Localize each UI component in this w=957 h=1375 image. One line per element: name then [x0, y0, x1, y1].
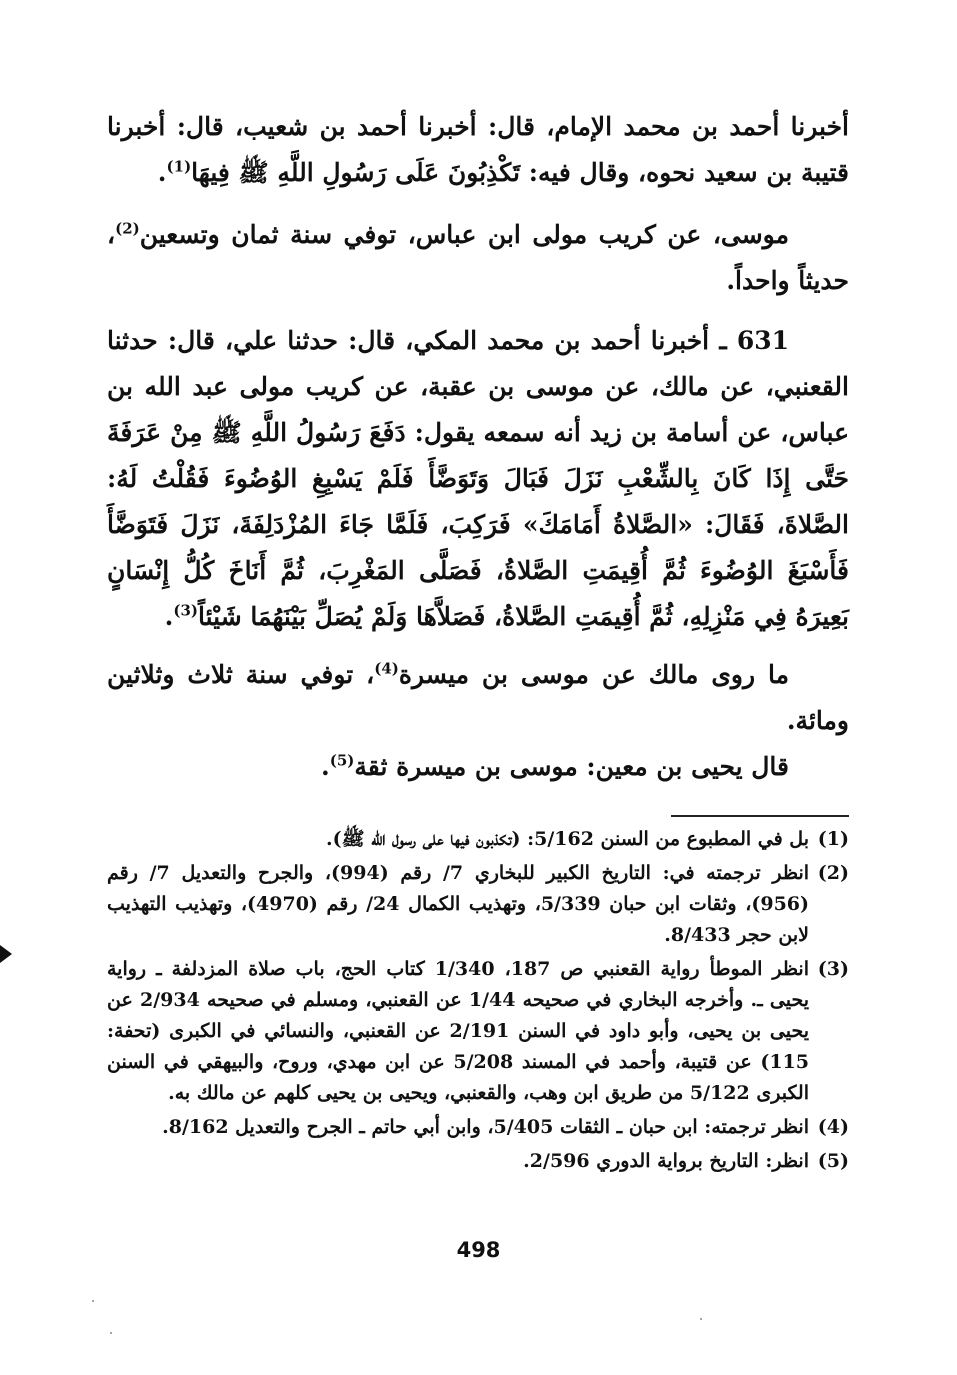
paragraph-4-text: ما روى مالك عن موسى بن ميسرة [398, 660, 789, 689]
scan-speck [700, 1318, 702, 1320]
footnote-3 [107, 954, 849, 1109]
footnote-text: انظر: التاريخ برواية الدوري 2/596. [523, 1150, 809, 1172]
hadith-number: 631 ـ [719, 326, 790, 355]
footnote-4 [107, 1112, 849, 1143]
footnote-ref-4: (4) [374, 659, 399, 678]
paragraph-5-text: قال يحيى بن معين: موسى بن ميسرة ثقة [354, 752, 789, 781]
footnote-text: انظر ترجمته: ابن حبان ـ الثقات 5/405، وابن أبي حاتم ـ الجرح والتعديل 8/162. [162, 1116, 809, 1138]
paragraph-4-end: ، توفي سنة ثلاث وثلاثين ومائة. [107, 660, 849, 735]
paragraph-2-end: ، حديثاً واحداً. [107, 220, 849, 295]
footnote-5 [107, 1146, 849, 1177]
footnote-1 [107, 824, 849, 855]
margin-mark [0, 945, 12, 963]
page-number: 498 [456, 1238, 501, 1262]
paragraph-1 [107, 104, 849, 196]
paragraph-1-text: أخبرنا أحمد بن محمد الإمام، قال: أخبرنا أحمد بن شعيب، قال: أخبرنا قتيبة بن سعيد نحوه، وقال فيه: تَكْذِبُونَ عَلَى رَسُولِ اللَّهِ ﷺ فِيهَا [107, 112, 849, 187]
footnote-ref-1: (1) [166, 157, 192, 176]
footnote-text: بل في المطبوع من السنن 5/162: (تكذبون فيها على رسول الله ﷺ). [326, 828, 809, 850]
paragraph-5 [107, 744, 849, 790]
footnote-divider [671, 815, 849, 817]
footnote-ref-2: (2) [115, 219, 140, 238]
paragraph-1-end: . [157, 158, 167, 187]
footnotes [107, 824, 849, 1180]
footnote-number: (5) [817, 1150, 849, 1172]
scan-speck [92, 1300, 94, 1302]
footnote-ref-3: (3) [173, 601, 198, 620]
hadith-631-end: . [164, 602, 174, 631]
footnote-text: انظر ترجمته في: التاريخ الكبير للبخاري 7/ رقم (994)، والجرح والتعديل 7/ رقم (956)، وثقات ابن حبان 5/339، وتهذيب الكمال 24/ رقم (4970)، وتهذيب التهذيب لابن حجر 8/433. [107, 862, 810, 946]
footnote-number: (3) [817, 958, 849, 980]
hadith-631 [107, 318, 849, 640]
hadith-631-text: أخبرنا أحمد بن محمد المكي، قال: حدثنا علي، قال: حدثنا القعنبي، عن مالك، عن موسى بن عقبة، عن كريب مولى عبد الله بن عباس، عن أسامة بن زيد أنه سمعه يقول: دَفَعَ رَسُولُ اللَّهِ ﷺ مِنْ عَرَفَةَ حَتَّى إِذَا كَانَ بِالشِّعْبِ نَزَلَ فَبَالَ وَتَوَضَّأَ فَلَمْ يَسْبِغِ الوُضُوءَ فَقُلْتُ لَهُ: الصَّلاةَ، فَقَالَ: «الصَّلاةُ أَمَامَكَ» فَرَكِبَ، فَلَمَّا جَاءَ المُزْدَلِفَةَ، نَزَلَ فَتَوَضَّأَ فَأَسْبَغَ الوُضُوءَ ثُمَّ أُقِيمَتِ الصَّلاةُ، فَصَلَّى المَغْرِبَ، ثُمَّ أَنَاخَ كُلُّ إِنْسَانٍ بَعِيرَهُ فِي مَنْزِلِهِ، ثُمَّ أُقِيمَتِ الصَّلاةُ، فَصَلاَّهَا وَلَمْ يُصَلِّ بَيْنَهُمَا شَيْئاً [107, 326, 849, 631]
footnote-number: (2) [817, 862, 849, 884]
footnote-ref-5: (5) [329, 751, 355, 770]
footnote-text: انظر الموطأ رواية القعنبي ص 187، 1/340 كتاب الحج، باب صلاة المزدلفة ـ رواية يحيى ـ. وأخرجه البخاري في صحيحه 1/44 عن القعنبي، ومسلم في صحيحه 2/934 عن يحيى بن يحيى، وأبو داود في السنن 2/191 عن القعنبي، والنسائي في الكبرى (تحفة: 115) عن قتيبة، وأحمد في المسند 5/208 عن ابن مهدي، وروح، والبيهقي في السنن الكبرى 5/122 من طريق ابن وهب، والقعنبي، ويحيى بن يحيى كلهم عن مالك به. [107, 958, 810, 1104]
paragraph-2 [107, 212, 849, 304]
paragraph-5-end: . [321, 752, 330, 781]
scan-speck [110, 1332, 112, 1334]
footnote-number: (1) [817, 828, 849, 850]
paragraph-4 [107, 652, 849, 744]
footnote-2 [107, 858, 849, 951]
footnote-number: (4) [817, 1116, 849, 1138]
paragraph-2-text: موسى، عن كريب مولى ابن عباس، توفي سنة ثمان وتسعين [139, 220, 789, 249]
